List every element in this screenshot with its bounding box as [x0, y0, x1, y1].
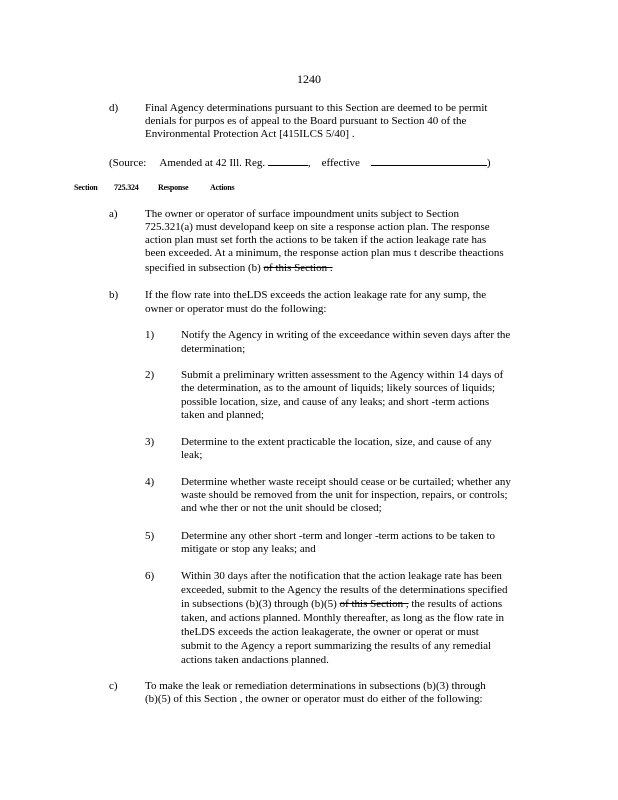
source-effective: effective [321, 157, 360, 169]
text-line: submit to the Agency a report summarizing the results of any remedial [181, 640, 492, 652]
text-line: the determination, as to the amount of liquids; likely sources of liquids; [181, 382, 496, 394]
text-line: Final Agency determinations pursuant to this Section are deemed to be permit [145, 102, 488, 114]
text-line: owner or operator must do the following: [145, 303, 327, 315]
text-line: been exceeded. At a minimum, the response action plan mus t describe theactions [145, 247, 504, 259]
item-label: 5) [145, 530, 155, 542]
text-line: leak; [181, 449, 203, 461]
text-line: action plan must set forth the actions to be taken if the action leakage rate has [145, 234, 487, 246]
source-amended: Amended at 42 Ill. Reg. [159, 157, 266, 169]
item-label: 3) [145, 436, 155, 448]
text-line: actions taken andactions planned. [181, 654, 329, 666]
struck-text: of this Section . [263, 262, 333, 274]
source-close: ) [486, 157, 491, 169]
item-label: 6) [145, 570, 155, 582]
section-word: Section [74, 183, 98, 192]
text-span: in subsections (b)(3) through (b)(5) [181, 598, 337, 610]
item-label: 4) [145, 476, 155, 488]
text-line: (b)(5) of this Section , the owner or operator must do either of the following: [145, 693, 483, 705]
text-line: waste should be removed from the unit for inspection, repairs, or controls; [181, 489, 508, 501]
text-line: taken and planned; [181, 409, 265, 421]
text-line: mitigate or stop any leaks; and [181, 543, 316, 555]
text-line: Within 30 days after the notification that the action leakage rate has been [181, 570, 502, 582]
text-line: If the flow rate into theLDS exceeds the action leakage rate for any sump, the [145, 289, 487, 301]
source-prefix: (Source: [109, 157, 147, 169]
text-line: Determine whether waste receipt should cease or be curtailed; whether any [181, 476, 511, 488]
text-line: and whe ther or not the unit should be closed; [181, 502, 382, 514]
page-number: 1240 [297, 72, 321, 86]
text-line: Submit a preliminary written assessment to the Agency within 14 days of [181, 369, 504, 381]
text-line: Notify the Agency in writing of the exceedance within seven days after the [181, 329, 511, 341]
section-title-1: Response [158, 183, 189, 192]
section-number: 725.324 [114, 183, 139, 192]
struck-text: of this Section , [339, 598, 409, 610]
reg-blank [268, 155, 308, 166]
paragraph-label: d) [109, 102, 119, 114]
text-line: determination; [181, 343, 246, 355]
text-span: the results of actions [411, 598, 503, 610]
item-label: 1) [145, 329, 155, 341]
text-line: Determine any other short -term and longer -term actions to be taken to [181, 530, 496, 542]
section-title-2: Actions [210, 183, 235, 192]
item-label: 2) [145, 369, 155, 381]
paragraph-label: c) [109, 680, 118, 692]
text-line: The owner or operator of surface impoundment units subject to Section [145, 208, 460, 220]
source-comma: , [307, 157, 311, 169]
text-line: To make the leak or remediation determinations in subsections (b)(3) through [145, 680, 486, 692]
text-line: taken, and actions planned. Monthly thereafter, as long as the flow rate in [181, 612, 505, 624]
text-line: Environmental Protection Act [415ILCS 5/40] . [145, 128, 355, 140]
text-span: specified in subsection (b) [145, 262, 261, 274]
text-line: possible location, size, and cause of any leaks; and short -term actions [181, 396, 490, 408]
text-line: denials for purpos es of appeal to the Board pursuant to Section 40 of the [145, 115, 467, 127]
text-line [181, 598, 502, 612]
text-line: 725.321(a) must developand keep on site a response action plan. The response [145, 221, 490, 233]
paragraph-label: a) [109, 208, 118, 220]
text-line [145, 262, 333, 276]
source-note [109, 155, 491, 171]
text-line: theLDS exceeds the action leakagerate, the owner or operat or must [181, 626, 479, 638]
text-line: exceeded, submit to the Agency the results of the determinations specified [181, 584, 508, 596]
text-line: Determine to the extent practicable the location, size, and cause of any [181, 436, 492, 448]
paragraph-label: b) [109, 289, 119, 301]
effective-blank [371, 155, 487, 166]
